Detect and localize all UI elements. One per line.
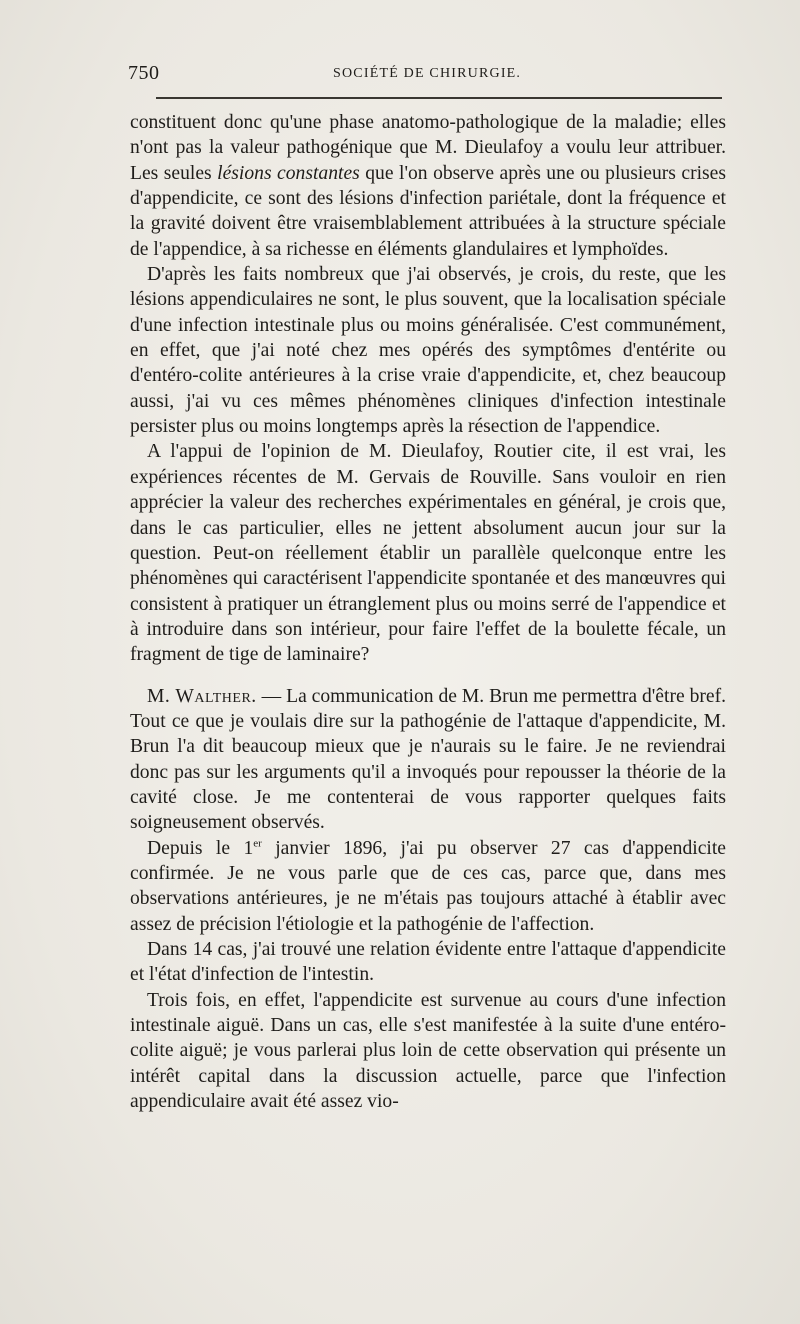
- speaker-name: M. Walther.: [147, 685, 257, 707]
- paragraph-1: [130, 110, 726, 262]
- paragraph-1-text-a: constituent donc qu'une phase anatomo-pathologique de la maladie; elles n'ont pas la valeur pathogénique que M. Dieulafoy a voulu leur attribuer. Les seules: [130, 112, 726, 184]
- paragraph-5-text-b: janvier 1896, j'ai pu observer 27 cas d'appendicite confirmée. Je ne vous parle que de ces cas, parce que, dans mes observations antérieures, je ne m'étais pas toujours attaché à établir avec assez de précision l'étiologie et la pathogénie de l'affection.: [130, 837, 726, 935]
- paragraph-7: Trois fois, en effet, l'appendicite est survenue au cours d'une infection intestinale aiguë. Dans un cas, elle s'est manifestée à la suite d'une entéro-colite aiguë; je vous parlerai plus loin de cette observation qui présente un intérêt capital dans la discussion actuelle, parce que l'infection appendiculaire avait été assez vio-: [130, 989, 726, 1113]
- paragraph-6: Dans 14 cas, j'ai trouvé une relation évidente entre l'attaque d'appendicite et l'état d'infection de l'intestin.: [130, 939, 726, 986]
- paragraph-3: A l'appui de l'opinion de M. Dieulafoy, Routier cite, il est vrai, les expériences récentes de M. Gervais de Rouville. Sans vouloir en rien apprécier la valeur des recherches expérimentales en général, je crois que, dans le cas particulier, elles ne jettent absolument aucun jour sur la question. Peut-on réellement établir un parallèle quelconque entre les phénomènes qui caractérisent l'appendicite spontanée et des manœuvres qui consistent à pratiquer un étranglement plus ou moins serré de l'appendice et à introduire dans son intérieur, pour faire l'effet de la boulette fécale, un fragment de tige de laminaire?: [130, 441, 726, 666]
- body-text: [130, 110, 726, 1114]
- paragraph-5-superscript: er: [253, 837, 262, 850]
- paragraph-4: [130, 684, 726, 836]
- journal-title: SOCIÉTÉ DE CHIRURGIE.: [333, 66, 522, 81]
- header-rule: [156, 97, 722, 99]
- paragraph-5: [130, 836, 726, 937]
- paragraph-1-italic: lésions constantes: [217, 162, 360, 184]
- paragraph-4-text: — La communication de M. Brun me permettra d'être bref. Tout ce que je voulais dire sur la pathogénie de l'attaque d'appendicite, M. Brun l'a dit beaucoup mieux que je n'aurais su le faire. Je ne reviendrai donc pas sur les arguments qu'il a invoqués pour repousser la théorie de la cavité close. Je me contenterai de vous rapporter quelques faits soigneusement observés.: [130, 685, 727, 834]
- paragraph-1-text-b: que l'on observe après une ou plusieurs crises d'appendicite, ce sont des lésions d'infection pariétale, dont la fréquence et la gravité doivent être vraisemblablement attribuées à la structure spéciale de l'appendice, à sa richesse en éléments glandulaires et lymphoïdes.: [130, 162, 726, 260]
- page-number: 750: [128, 62, 160, 84]
- running-head: [128, 62, 724, 86]
- paragraph-2: D'après les faits nombreux que j'ai observés, je crois, du reste, que les lésions appendiculaires ne sont, le plus souvent, que la localisation spéciale d'une infection intestinale plus ou moins généralisée. C'est communément, en effet, que j'ai noté chez mes opérés des symptômes d'entérite ou d'entéro-colite antérieures à la crise vraie d'appendicite, et, chez beaucoup aussi, j'ai vu ces mêmes phénomènes cliniques d'infection intestinale persister plus ou moins longtemps après la résection de l'appendice.: [130, 264, 726, 438]
- paragraph-5-text-a: Depuis le 1: [147, 837, 254, 859]
